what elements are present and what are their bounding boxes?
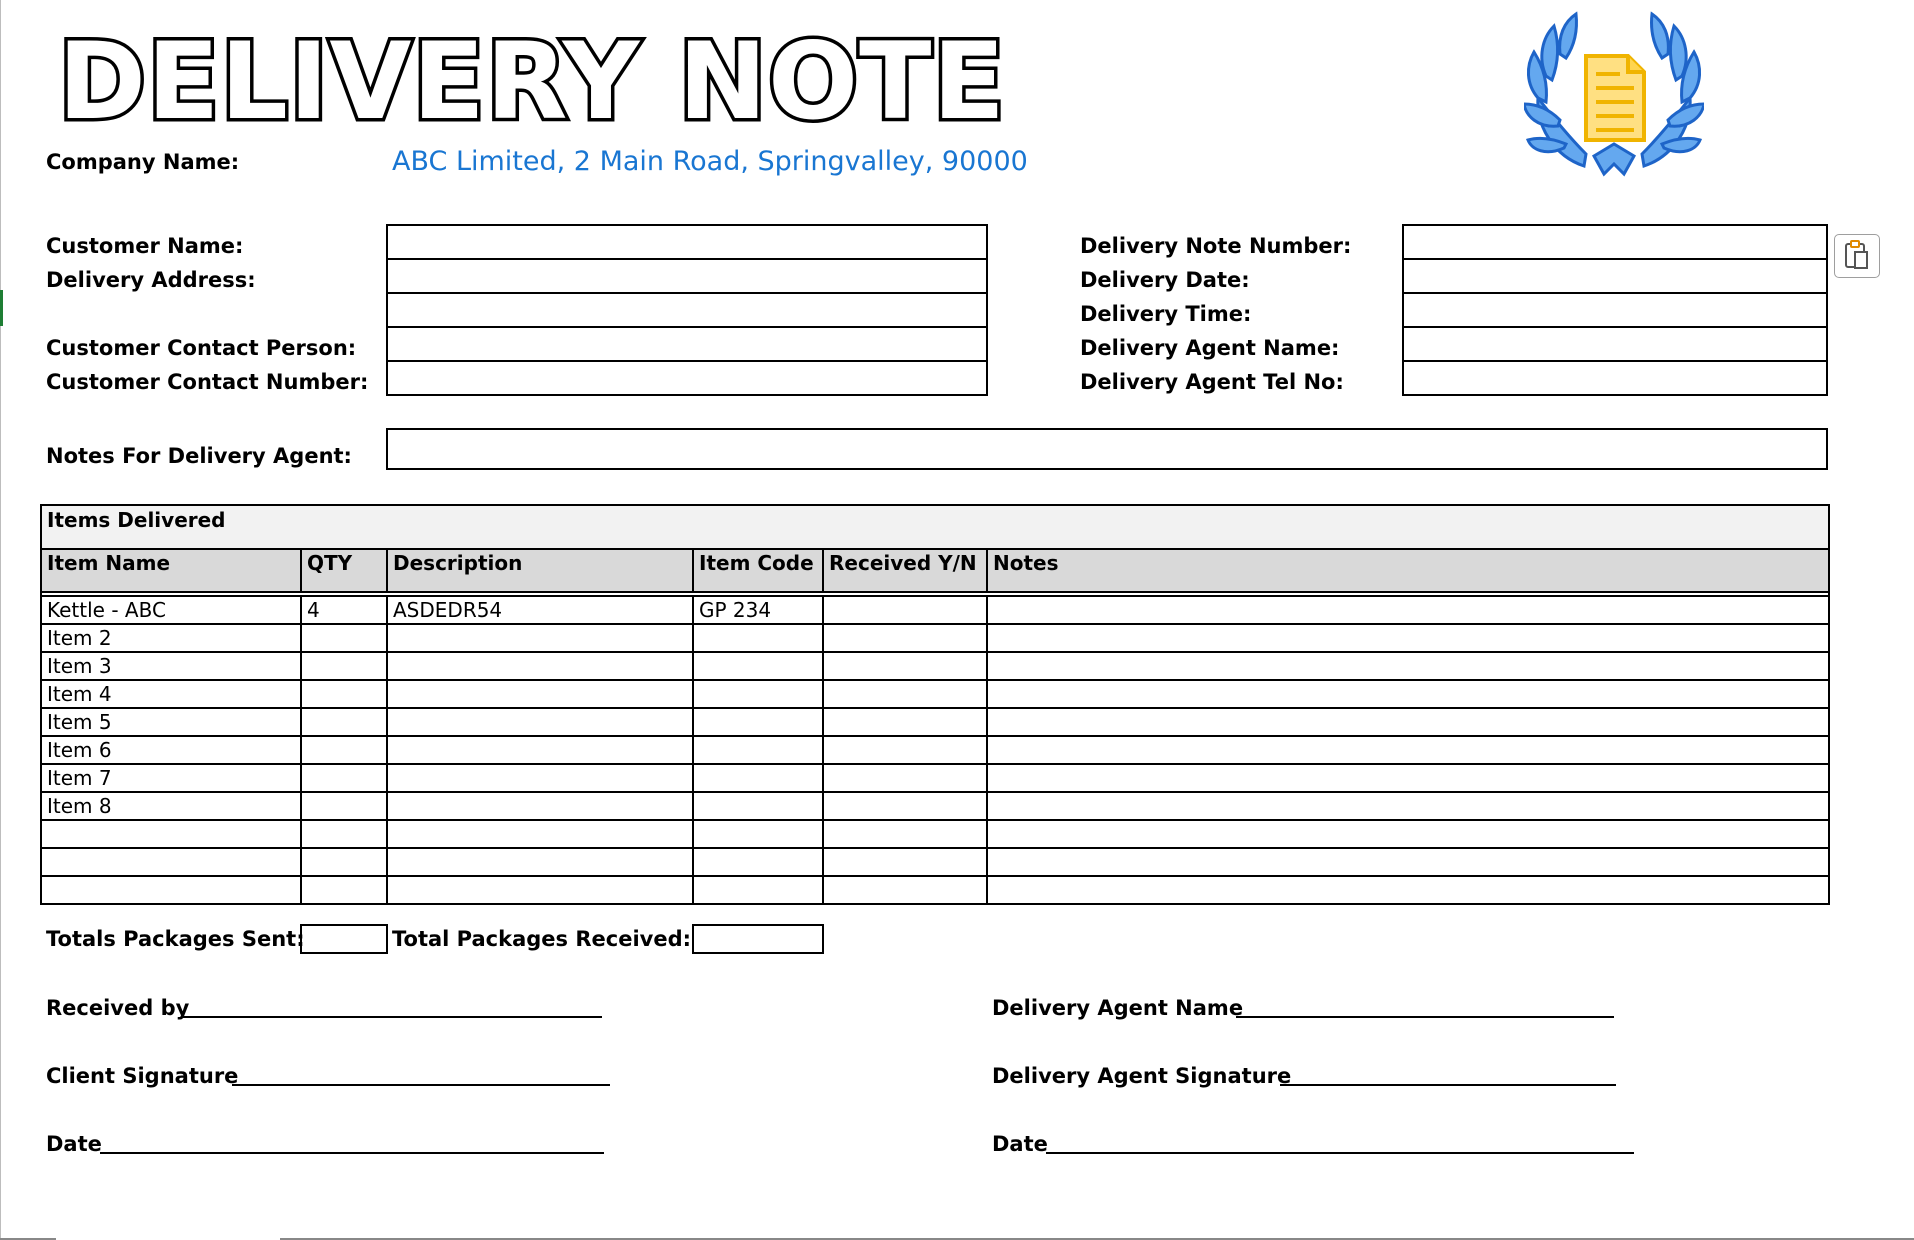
table-cell[interactable]: Item 2 bbox=[41, 624, 301, 652]
table-cell[interactable] bbox=[301, 652, 387, 680]
paste-options-button[interactable] bbox=[1834, 234, 1880, 278]
table-cell[interactable] bbox=[693, 652, 823, 680]
client-signature-line[interactable] bbox=[232, 1084, 610, 1086]
notes-for-agent-field[interactable] bbox=[386, 428, 1828, 470]
table-cell[interactable] bbox=[387, 848, 693, 876]
delivery-date-label: Delivery Date: bbox=[1080, 268, 1250, 292]
delivery-date-field[interactable] bbox=[1402, 258, 1828, 294]
table-cell[interactable] bbox=[387, 652, 693, 680]
table-cell[interactable] bbox=[823, 624, 987, 652]
table-row bbox=[41, 680, 1829, 708]
table-cell[interactable] bbox=[301, 848, 387, 876]
table-cell[interactable] bbox=[693, 820, 823, 848]
delivery-note-number-field[interactable] bbox=[1402, 224, 1828, 260]
table-cell[interactable] bbox=[987, 652, 1829, 680]
received-by-line[interactable] bbox=[182, 1016, 602, 1018]
table-row bbox=[41, 736, 1829, 764]
delivery-agent-signature-line[interactable] bbox=[1280, 1084, 1616, 1086]
table-cell[interactable] bbox=[693, 736, 823, 764]
customer-contact-person-label: Customer Contact Person: bbox=[46, 336, 357, 360]
table-cell[interactable]: Kettle - ABC bbox=[41, 596, 301, 624]
table-cell[interactable]: Item 7 bbox=[41, 764, 301, 792]
date-left-line[interactable] bbox=[100, 1152, 604, 1154]
table-cell[interactable] bbox=[387, 764, 693, 792]
table-cell[interactable] bbox=[41, 876, 301, 904]
table-row bbox=[41, 820, 1829, 848]
table-cell[interactable]: Item 5 bbox=[41, 708, 301, 736]
table-cell[interactable] bbox=[387, 680, 693, 708]
column-header: QTY bbox=[301, 549, 387, 592]
table-cell[interactable] bbox=[387, 708, 693, 736]
table-cell[interactable] bbox=[387, 792, 693, 820]
total-packages-sent-field[interactable] bbox=[300, 924, 388, 954]
paste-options-icon bbox=[1835, 235, 1879, 277]
table-cell[interactable] bbox=[301, 736, 387, 764]
table-cell[interactable] bbox=[301, 764, 387, 792]
table-cell[interactable] bbox=[823, 680, 987, 708]
column-header: Received Y/N bbox=[823, 549, 987, 592]
table-cell[interactable] bbox=[693, 792, 823, 820]
table-cell[interactable] bbox=[41, 848, 301, 876]
delivery-note-number-label: Delivery Note Number: bbox=[1080, 234, 1352, 258]
table-cell[interactable] bbox=[693, 680, 823, 708]
customer-contact-number-field[interactable] bbox=[386, 360, 988, 396]
client-signature-label: Client Signature bbox=[46, 1064, 239, 1088]
delivery-agent-tel-field[interactable] bbox=[1402, 360, 1828, 396]
delivery-agent-name-label: Delivery Agent Name: bbox=[1080, 336, 1340, 360]
table-cell[interactable]: ASDEDR54 bbox=[387, 596, 693, 624]
table-cell[interactable] bbox=[823, 652, 987, 680]
delivery-time-field[interactable] bbox=[1402, 292, 1828, 328]
customer-name-label: Customer Name: bbox=[46, 234, 244, 258]
column-header: Item Code bbox=[693, 549, 823, 592]
customer-name-field[interactable] bbox=[386, 224, 988, 260]
table-cell[interactable] bbox=[987, 764, 1829, 792]
table-cell[interactable] bbox=[823, 876, 987, 904]
table-cell[interactable]: GP 234 bbox=[693, 596, 823, 624]
total-packages-received-label: Total Packages Received: bbox=[392, 927, 692, 951]
delivery-address-field-2[interactable] bbox=[386, 292, 988, 328]
customer-contact-person-field[interactable] bbox=[386, 326, 988, 362]
column-header: Item Name bbox=[41, 549, 301, 592]
total-packages-sent-label: Totals Packages Sent: bbox=[46, 927, 305, 951]
table-cell[interactable] bbox=[693, 624, 823, 652]
table-cell[interactable] bbox=[301, 820, 387, 848]
table-cell[interactable] bbox=[387, 624, 693, 652]
table-cell[interactable] bbox=[823, 792, 987, 820]
notes-for-agent-label: Notes For Delivery Agent: bbox=[46, 444, 352, 468]
table-cell[interactable] bbox=[301, 624, 387, 652]
items-table-caption: Items Delivered bbox=[41, 505, 1829, 549]
table-cell[interactable] bbox=[987, 596, 1829, 624]
received-by-label: Received by bbox=[46, 996, 190, 1020]
items-table-header bbox=[41, 549, 1829, 592]
table-row bbox=[41, 876, 1829, 904]
items-table bbox=[40, 504, 1830, 905]
delivery-agent-name-field[interactable] bbox=[1402, 326, 1828, 362]
delivery-agent-name-sign-label: Delivery Agent Name bbox=[992, 996, 1244, 1020]
date-right-label: Date bbox=[992, 1132, 1048, 1156]
date-left-label: Date bbox=[46, 1132, 102, 1156]
company-name-value: ABC Limited, 2 Main Road, Springvalley, 90000 bbox=[392, 146, 1028, 177]
delivery-address-field-1[interactable] bbox=[386, 258, 988, 294]
delivery-agent-tel-label: Delivery Agent Tel No: bbox=[1080, 370, 1344, 394]
total-packages-received-field[interactable] bbox=[692, 924, 824, 954]
table-cell[interactable] bbox=[823, 820, 987, 848]
table-cell[interactable] bbox=[693, 764, 823, 792]
page-title: DELIVERY NOTE bbox=[58, 20, 1006, 143]
table-cell[interactable] bbox=[301, 876, 387, 904]
delivery-agent-name-line[interactable] bbox=[1236, 1016, 1614, 1018]
table-cell[interactable] bbox=[823, 736, 987, 764]
table-cell[interactable] bbox=[987, 876, 1829, 904]
table-row bbox=[41, 792, 1829, 820]
date-right-line[interactable] bbox=[1046, 1152, 1634, 1154]
table-cell[interactable] bbox=[987, 624, 1829, 652]
table-cell[interactable] bbox=[387, 736, 693, 764]
table-cell[interactable] bbox=[823, 708, 987, 736]
table-row bbox=[41, 764, 1829, 792]
column-header: Description bbox=[387, 549, 693, 592]
table-cell[interactable]: Item 6 bbox=[41, 736, 301, 764]
table-cell[interactable]: Item 4 bbox=[41, 680, 301, 708]
delivery-address-label: Delivery Address: bbox=[46, 268, 256, 292]
table-row bbox=[41, 708, 1829, 736]
table-cell[interactable]: Item 8 bbox=[41, 792, 301, 820]
company-name-label: Company Name: bbox=[46, 150, 240, 174]
table-row bbox=[41, 596, 1829, 624]
column-header: Notes bbox=[987, 549, 1829, 592]
table-cell[interactable] bbox=[387, 876, 693, 904]
table-row bbox=[41, 848, 1829, 876]
table-cell[interactable]: 4 bbox=[301, 596, 387, 624]
table-cell[interactable] bbox=[41, 820, 301, 848]
table-cell[interactable]: Item 3 bbox=[41, 652, 301, 680]
sheet-left-border bbox=[0, 0, 1, 1240]
table-row bbox=[41, 624, 1829, 652]
table-cell[interactable] bbox=[987, 736, 1829, 764]
table-cell[interactable] bbox=[301, 708, 387, 736]
table-cell[interactable] bbox=[301, 680, 387, 708]
table-cell[interactable] bbox=[693, 876, 823, 904]
table-cell[interactable] bbox=[987, 792, 1829, 820]
table-cell[interactable] bbox=[823, 596, 987, 624]
delivery-time-label: Delivery Time: bbox=[1080, 302, 1252, 326]
table-cell[interactable] bbox=[987, 708, 1829, 736]
table-cell[interactable] bbox=[823, 848, 987, 876]
table-cell[interactable] bbox=[987, 680, 1829, 708]
customer-contact-number-label: Customer Contact Number: bbox=[46, 370, 369, 394]
table-row bbox=[41, 652, 1829, 680]
table-cell[interactable] bbox=[387, 820, 693, 848]
table-cell[interactable] bbox=[693, 708, 823, 736]
table-cell[interactable] bbox=[987, 820, 1829, 848]
table-cell[interactable] bbox=[693, 848, 823, 876]
table-cell[interactable] bbox=[301, 792, 387, 820]
document-laurel-icon bbox=[1524, 6, 1704, 178]
row-selection-marker bbox=[0, 290, 3, 326]
table-cell[interactable] bbox=[987, 848, 1829, 876]
delivery-agent-signature-label: Delivery Agent Signature bbox=[992, 1064, 1292, 1088]
table-cell[interactable] bbox=[823, 764, 987, 792]
